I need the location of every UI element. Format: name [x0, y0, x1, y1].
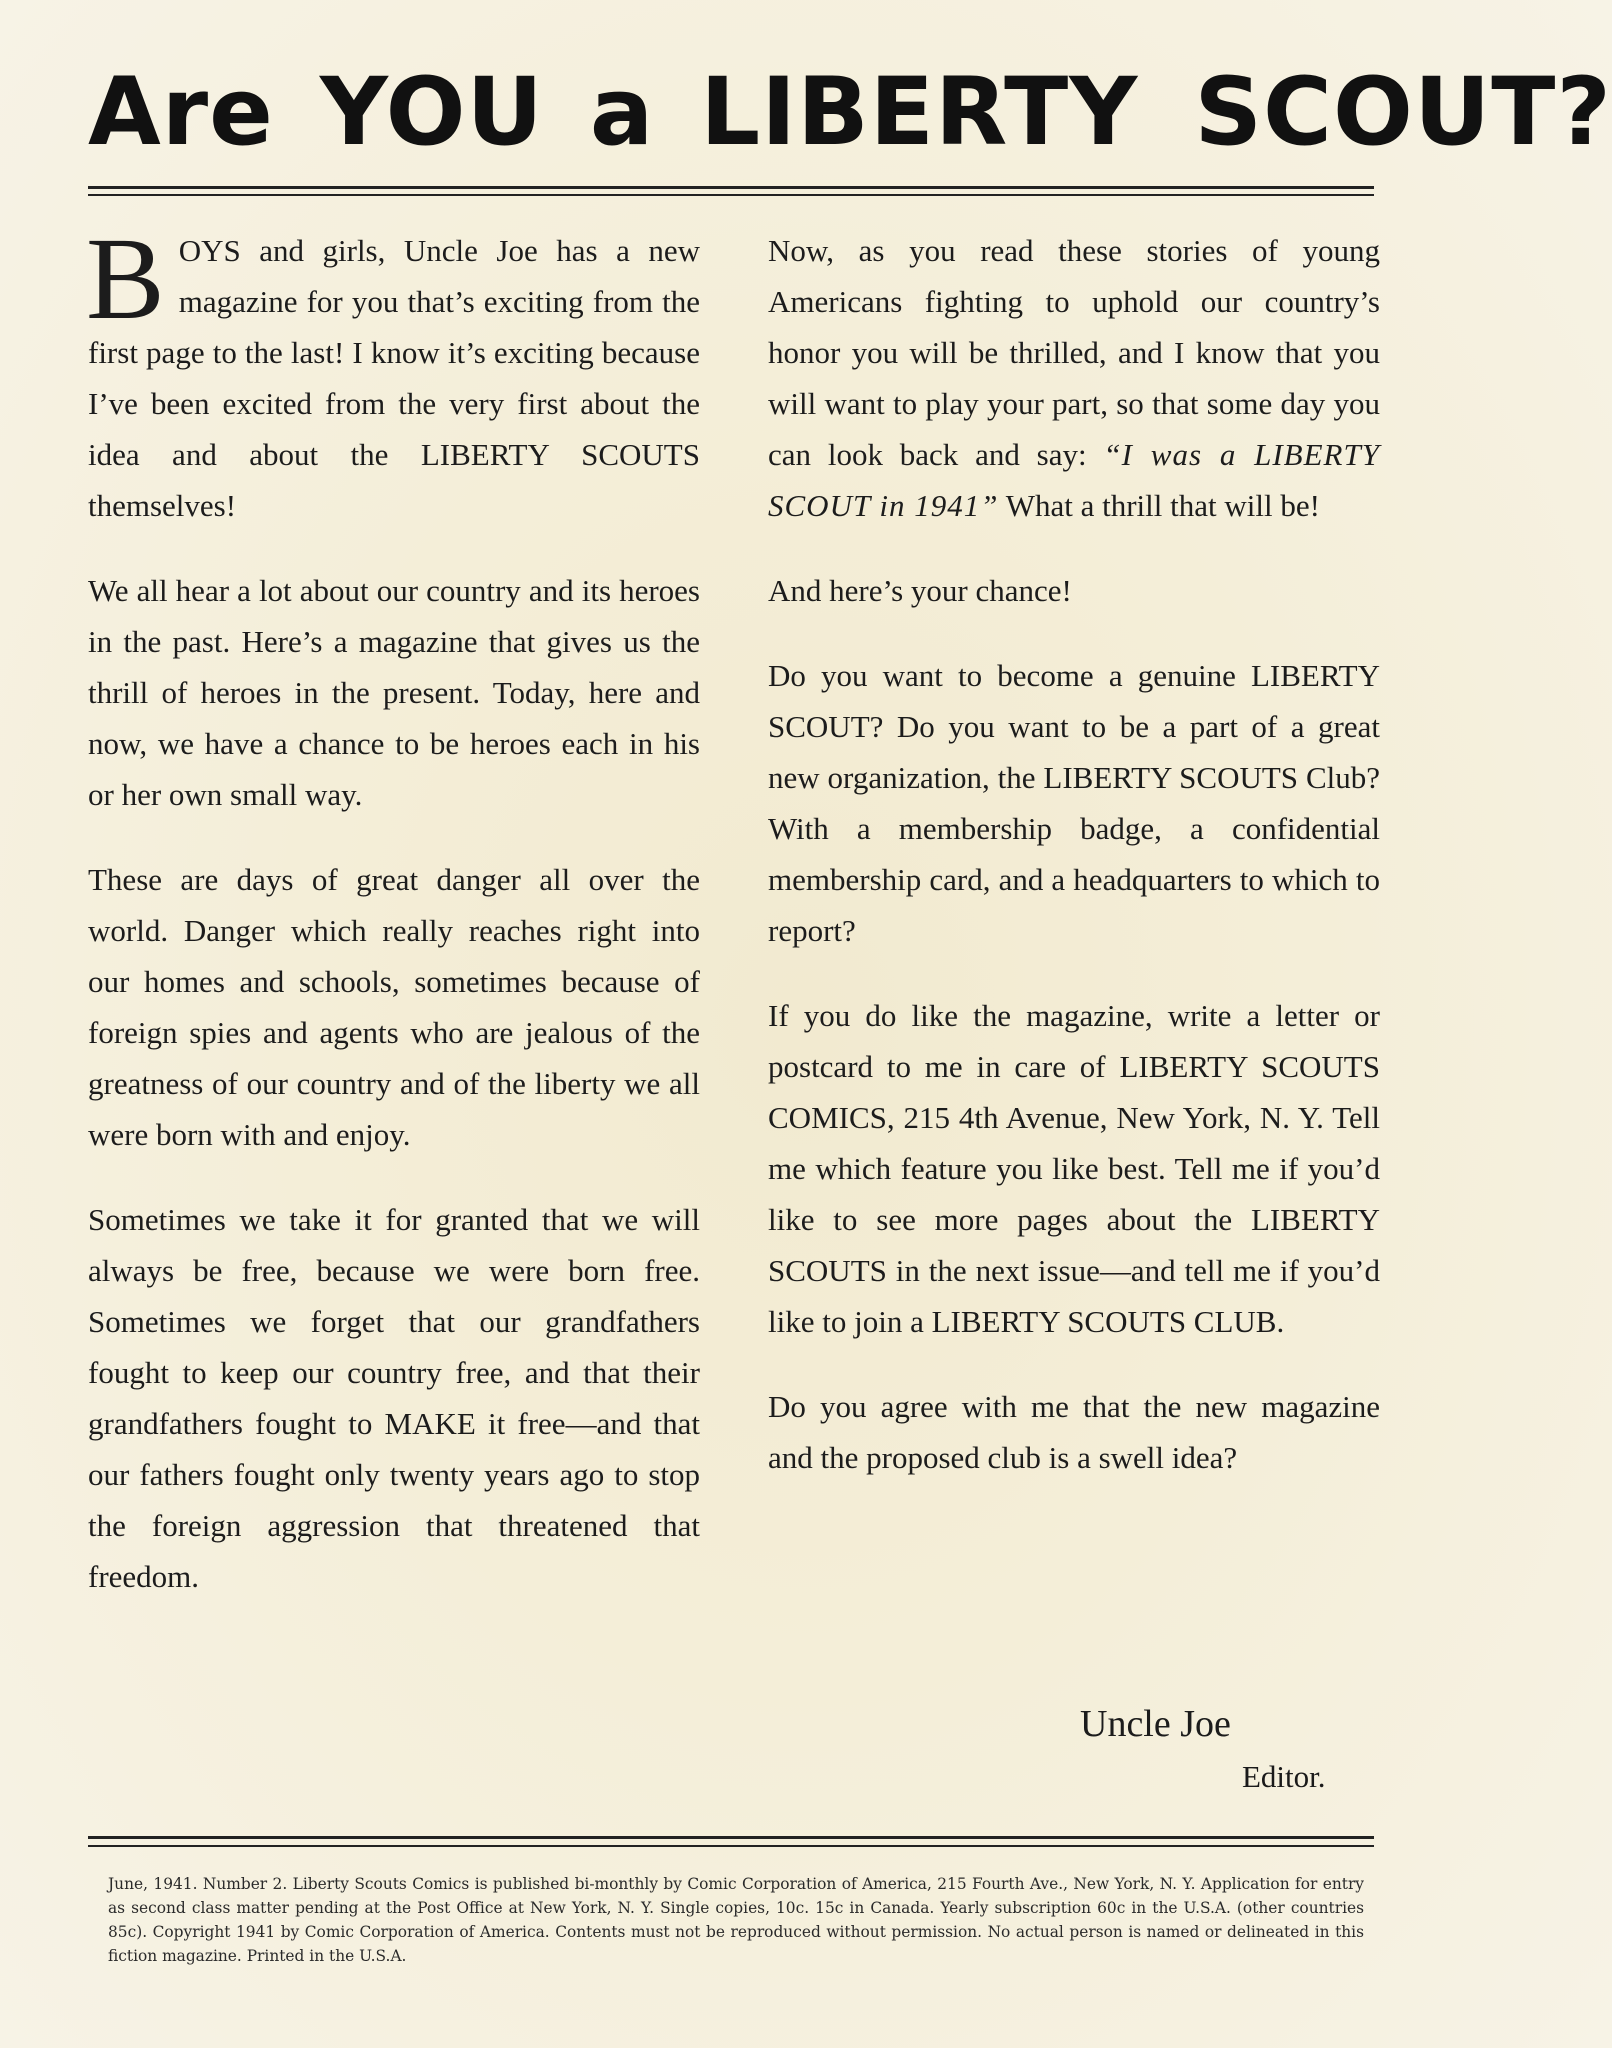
left-paragraph-2: We all hear a lot about our country and its heroes in the past. Here’s a magazine that gives us the thrill of heroes in the present. Today, here and now, we have a chance to be heroes each in his or her own small way. — [88, 573, 700, 812]
left-paragraph-4: Sometimes we take it for granted that we will always be free, because we were born free. Sometimes we forget that our grandfathers fought to keep our country free, and that their grandfathers fought to MAKE it free—and that our fathers fought only twenty years ago to stop the foreign aggression that threatened that freedom. — [88, 1202, 700, 1594]
publication-notice: June, 1941. Number 2. Liberty Scouts Comics is published bi-monthly by Comic Corporation of America, 215 Fourth Ave., New York, N. Y. Application for entry as second class matter pending at the Post Office at New York, N. Y. Single copies, 10c. 15c in Canada. Yearly subscription 60c in the U.S.A. (other countries 85c). Copyright 1941 by Comic Corporation of America. Contents must not be reproduced without permission. No actual person is named or delineated in this fiction magazine. Printed in the U.S.A. — [108, 1875, 1364, 1965]
footer-rule-bottom — [88, 1845, 1374, 1847]
left-paragraph-1 — [86, 213, 700, 531]
right-paragraph-5: Do you agree with me that the new magazine and the proposed club is a swell idea? — [768, 1389, 1380, 1475]
right-p1-text: Now, as you read these stories of young Americans fighting to uphold our country’s honor you will be thrilled, and I know that you will want to play your part, so that some day you can look back and say: — [768, 233, 1380, 472]
headline-word-liberty: LIBERTY — [700, 58, 1139, 167]
left-column — [86, 213, 700, 1636]
signature-title: Editor. — [1242, 1759, 1326, 1794]
right-paragraph-4: If you do like the magazine, write a letter or postcard to me in care of LIBERTY SCOUTS COMICS, 215 4th Avenue, New York, N. Y. Tell me which feature you like best. Tell me if you’d like to see more pages about the LIBERTY SCOUTS in the next issue—and tell me if you’d like to join a LIBERTY SCOUTS CLUB. — [768, 998, 1380, 1339]
headline-word-are: Are — [88, 58, 274, 167]
left-paragraph-3: These are days of great danger all over the world. Danger which really reaches right into our homes and schools, sometimes because of foreign spies and agents who are jealous of the greatness of our country and of the liberty we all were born with and enjoy. — [88, 862, 700, 1152]
signature-name: Uncle Joe — [1080, 1703, 1231, 1745]
lead-smallcaps: OYS — [178, 233, 241, 268]
right-column — [768, 225, 1380, 1517]
footer-rule-top — [88, 1836, 1374, 1839]
headline-word-you: YOU — [319, 58, 544, 167]
scout-quote: “I was a LIBERTY SCOUT in 1941” — [768, 437, 1380, 523]
drop-cap: B — [86, 213, 165, 344]
headline-rule-bottom — [88, 194, 1374, 196]
right-p1-end: What a thrill that will be! — [998, 488, 1320, 523]
headline-rule-top — [88, 186, 1374, 189]
headline-word-scout: SCOUT? — [1194, 58, 1612, 167]
right-paragraph-1 — [768, 225, 1380, 531]
right-paragraph-2: And here’s your chance! — [768, 573, 1072, 608]
lead-text: and girls, Uncle Joe has a new magazine for you that’s exciting from the first page to the last! I know it’s exciting because I’ve been excited from the very first about the idea and about the LIBERTY SCOUTS themselves! — [88, 233, 700, 523]
headline-word-a: a — [589, 58, 655, 167]
page-headline — [88, 58, 1612, 168]
right-paragraph-3: Do you want to become a genuine LIBERTY SCOUT? Do you want to be a part of a great new organization, the LIBERTY SCOUTS Club? With a membership badge, a confidential membership card, and a headquarters to which to report? — [768, 658, 1380, 948]
